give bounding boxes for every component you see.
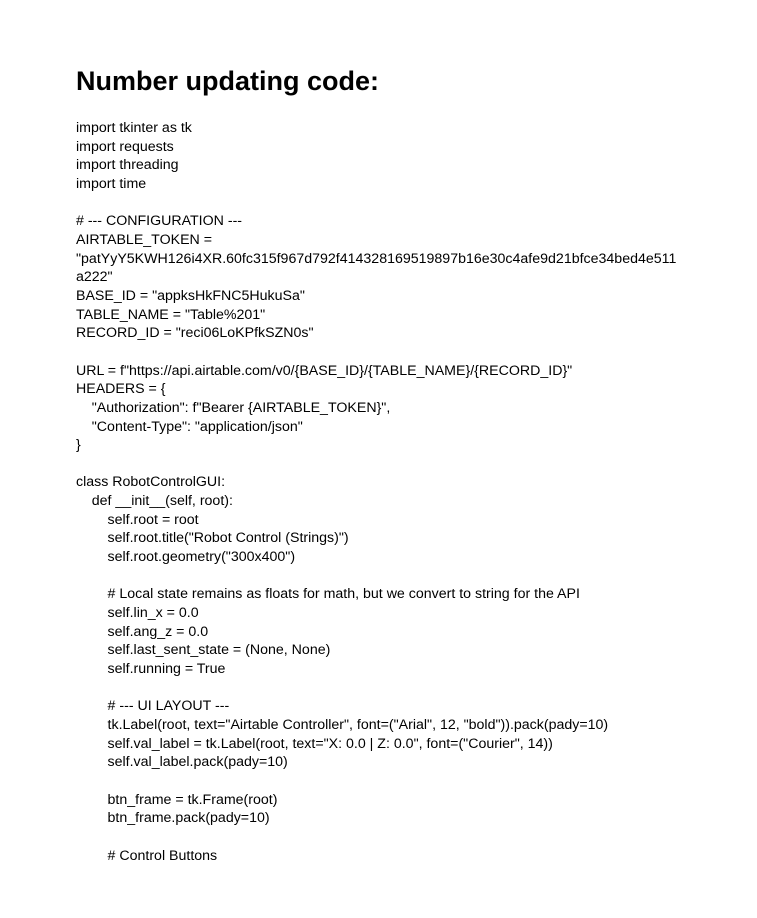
code-line: URL = f"https://api.airtable.com/v0/{BASE_ID}/{TABLE_NAME}/{RECORD_ID}" xyxy=(76,362,573,379)
code-line: # --- UI LAYOUT --- xyxy=(76,698,230,715)
code-line: self.root.geometry("300x400") xyxy=(76,549,296,566)
code-block xyxy=(76,119,696,865)
code-line xyxy=(76,772,696,791)
code-line: btn_frame = tk.Frame(root) xyxy=(76,791,278,808)
code-line: import time xyxy=(76,175,147,192)
code-line: self.val_label.pack(pady=10) xyxy=(76,754,288,771)
code-line: class RobotControlGUI: xyxy=(76,474,226,491)
code-line: HEADERS = { xyxy=(76,381,166,398)
code-line: a222" xyxy=(76,269,113,286)
code-line: "Content-Type": "application/json" xyxy=(76,418,303,435)
code-line: "patYyY5KWH126i4XR.60fc315f967d792f414328169519897b16e30c4afe9d21bfce34bed4e511 xyxy=(76,250,677,267)
code-line: self.root = root xyxy=(76,511,199,528)
code-line xyxy=(76,567,696,586)
code-line: self.lin_x = 0.0 xyxy=(76,605,199,622)
code-line: # Local state remains as floats for math, but we convert to string for the API xyxy=(76,586,580,603)
code-line: tk.Label(root, text="Airtable Controller", font=("Arial", 12, "bold")).pack(pady=10) xyxy=(76,717,609,733)
code-line: TABLE_NAME = "Table%201" xyxy=(76,306,266,323)
code-line: self.last_sent_state = (None, None) xyxy=(76,642,331,659)
code-line xyxy=(76,828,696,847)
code-line: RECORD_ID = "reci06LoKPfkSZN0s" xyxy=(76,325,314,342)
code-line: import threading xyxy=(76,157,179,174)
code-line: self.running = True xyxy=(76,661,226,678)
code-line xyxy=(76,679,696,698)
code-line xyxy=(76,455,696,474)
code-line: "Authorization": f"Bearer {AIRTABLE_TOKEN}", xyxy=(76,399,391,416)
code-line: btn_frame.pack(pady=10) xyxy=(76,810,270,827)
code-line: # Control Buttons xyxy=(76,847,218,864)
code-line: self.val_label = tk.Label(root, text="X: 0.0 | Z: 0.0", font=("Courier", 14)) xyxy=(76,735,553,752)
code-line: def __init__(self, root): xyxy=(76,493,233,510)
code-line: self.root.title("Robot Control (Strings)") xyxy=(76,530,349,547)
code-line: AIRTABLE_TOKEN = xyxy=(76,231,213,248)
code-line: import tkinter as tk xyxy=(76,120,192,136)
code-line xyxy=(76,194,696,213)
code-line xyxy=(76,343,696,362)
code-line: } xyxy=(76,437,81,454)
code-line: self.ang_z = 0.0 xyxy=(76,623,209,640)
code-line: BASE_ID = "appksHkFNC5HukuSa" xyxy=(76,287,305,304)
code-line: # --- CONFIGURATION --- xyxy=(76,213,243,230)
code-line: import requests xyxy=(76,138,174,155)
page-title: Number updating code: xyxy=(76,66,379,96)
